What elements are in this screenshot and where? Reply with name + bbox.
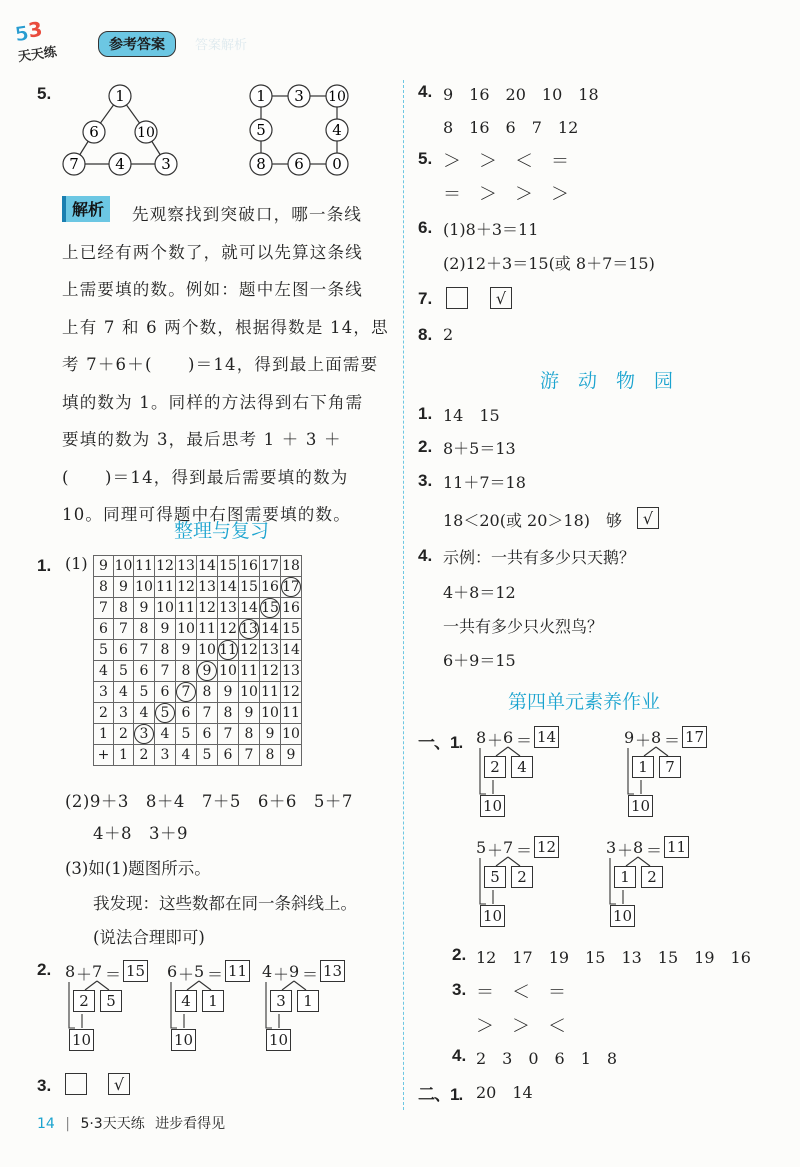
grid-cell: 13	[176, 556, 197, 577]
r-q7-tick-box: √	[490, 287, 512, 309]
grid-cell: 10	[176, 619, 197, 640]
grid-cell: 9	[281, 745, 302, 766]
addend-b: 8	[651, 728, 662, 747]
grid-cell-circled: 5	[155, 703, 175, 723]
grid-cell: 11	[197, 619, 218, 640]
grid-cell: 1	[94, 724, 114, 745]
grid-cell: 11	[134, 556, 155, 577]
z3-number: 3.	[418, 471, 433, 490]
grid-cell: 11	[176, 598, 197, 619]
r-q4-row2: 8 16 6 7 12	[443, 118, 579, 137]
grid-cell: 6	[114, 640, 134, 661]
split-box-1: 2	[484, 756, 506, 778]
analysis-line: 10。同理可得题中右图需要填的数。	[62, 505, 351, 524]
sq-top-right: 10	[328, 89, 346, 105]
grid-cell: 17	[260, 556, 281, 577]
grid-cell: 14	[260, 619, 281, 640]
q1-number: 1.	[37, 556, 52, 575]
grid-cell: 13	[218, 598, 239, 619]
svg-text:5: 5	[13, 20, 31, 47]
grid-cell: 2	[134, 745, 155, 766]
grid-cell: 14	[197, 556, 218, 577]
split-box-2: 2	[511, 866, 533, 888]
z4-line4: 6＋9＝15	[443, 651, 516, 670]
grid-cell: 4	[155, 724, 176, 745]
grid-cell: 4	[114, 682, 134, 703]
grid-cell: +	[94, 745, 114, 766]
grid-row	[94, 703, 302, 724]
split-box-2: 2	[641, 866, 663, 888]
addend-b: 9	[289, 962, 300, 981]
r-q8-answer: 2	[443, 325, 454, 344]
grid-row	[94, 661, 302, 682]
r-q5-row1: ＞ ＞ ＜ ＝	[443, 151, 569, 172]
sum-box: 12	[534, 836, 559, 858]
grid-cell: 8	[260, 745, 281, 766]
grid-cell: 10	[260, 703, 281, 724]
z4-line2: 4＋8＝12	[443, 583, 516, 602]
equals-sign: ＝	[207, 965, 224, 984]
grid-cell: 9	[218, 682, 239, 703]
grid-cell-circled: 17	[282, 579, 300, 595]
make-ten-diagram	[476, 728, 596, 828]
grid-cell: 15	[218, 556, 239, 577]
grid-cell: 9	[239, 703, 260, 724]
section-title-review: 整理与复习	[174, 520, 270, 542]
tri-bottom-right: 3	[161, 155, 171, 173]
addend-b: 8	[633, 838, 644, 857]
grid-cell: 4	[94, 661, 114, 682]
r-q7-empty-box	[446, 287, 468, 309]
grid-cell: 12	[260, 661, 281, 682]
addition-grid	[93, 555, 302, 766]
grid-cell: 3	[155, 745, 176, 766]
grid-row	[94, 682, 302, 703]
grid-cell: 6	[218, 745, 239, 766]
grid-cell: 5	[94, 640, 114, 661]
z3-answer: 11＋7＝18	[443, 473, 526, 492]
section-title-unit4: 第四单元素养作业	[508, 691, 661, 713]
r-q7-number: 7.	[418, 289, 433, 308]
analysis-line: 考 7＋6＋( )＝14，得到最上面需要	[62, 355, 379, 374]
grid-cell: 9	[260, 724, 281, 745]
z1-answer: 14 15	[443, 406, 500, 425]
grid-cell: 15	[281, 619, 302, 640]
grid-cell: 5	[134, 682, 155, 703]
q1-note: (说法合理即可)	[93, 928, 205, 947]
grid-cell: 9	[94, 556, 114, 577]
plus-sign: ＋	[273, 965, 290, 984]
sq-top-mid: 3	[294, 87, 304, 105]
sum-box: 14	[534, 726, 559, 748]
addend-a: 4	[262, 962, 273, 981]
s5-answer: 20 14	[476, 1083, 533, 1102]
grid-cell-circled: 13	[240, 621, 258, 637]
svg-text:天天练: 天天练	[17, 44, 58, 66]
addend-a: 5	[476, 838, 487, 857]
addend-a: 8	[476, 728, 487, 747]
grid-cell	[218, 640, 239, 661]
addend-b: 7	[92, 962, 103, 981]
plus-sign: ＋	[617, 841, 634, 860]
z4-line3: 一共有多少只火烈鸟？	[443, 617, 604, 636]
analysis-line: 上有 7 和 6 两个数，根据得数是 14，思	[62, 317, 389, 337]
r-q6-row1: (1)8＋3＝11	[443, 220, 539, 239]
r-q5-number: 5.	[418, 149, 433, 168]
sq-mid-right: 4	[332, 121, 342, 139]
addend-a: 9	[624, 728, 635, 747]
sq-bottom-right: 0	[332, 155, 342, 173]
grid-cell: 2	[114, 724, 134, 745]
answer-tag: 参考答案	[98, 31, 176, 57]
r-q8-number: 8.	[418, 325, 433, 344]
q1-finding: 我发现：这些数都在同一条斜线上。	[93, 894, 357, 913]
grid-cell: 12	[197, 598, 218, 619]
q3-number: 3.	[37, 1076, 52, 1095]
s2-number: 2.	[452, 945, 467, 964]
ten-box: 10	[628, 795, 653, 817]
q1-part2a: (2)9＋3 8＋4 7＋5 6＋6 5＋7	[65, 792, 353, 811]
make-ten-diagram	[262, 962, 382, 1062]
equals-sign: ＝	[646, 841, 663, 860]
addend-b: 7	[503, 838, 514, 857]
grid-cell	[239, 619, 260, 640]
plus-sign: ＋	[487, 731, 504, 750]
grid-row	[94, 619, 302, 640]
grid-cell: 12	[155, 556, 176, 577]
ten-box: 10	[266, 1029, 291, 1051]
grid-cell: 10	[281, 724, 302, 745]
q3-empty-box	[65, 1073, 87, 1095]
plus-sign: ＋	[635, 731, 652, 750]
grid-cell: 10	[155, 598, 176, 619]
plus-sign: ＋	[178, 965, 195, 984]
s3-number: 3.	[452, 980, 467, 999]
equals-sign: ＝	[105, 965, 122, 984]
grid-cell: 14	[239, 598, 260, 619]
z4-number: 4.	[418, 546, 433, 565]
sum-box: 13	[320, 960, 345, 982]
split-box-1: 4	[175, 990, 197, 1012]
make-ten-diagram	[606, 838, 726, 938]
grid-row	[94, 598, 302, 619]
equals-sign: ＝	[516, 731, 533, 750]
split-box-1: 1	[632, 756, 654, 778]
grid-cell: 7	[114, 619, 134, 640]
grid-cell-circled: 15	[261, 600, 279, 616]
grid-cell	[176, 682, 197, 703]
grid-cell	[260, 598, 281, 619]
s4-answer: 2 3 0 6 1 8	[476, 1049, 618, 1068]
q1-part3: (3)如(1)题图所示。	[65, 859, 211, 878]
s2-answer: 12 17 19 15 13 15 19 16	[476, 948, 751, 967]
grid-cell: 7	[155, 661, 176, 682]
grid-cell: 9	[176, 640, 197, 661]
grid-cell: 7	[94, 598, 114, 619]
addend-a: 6	[167, 962, 178, 981]
grid-cell: 10	[239, 682, 260, 703]
analysis-line: 上需要填的数。例如：题中左图一条线	[62, 280, 363, 299]
grid-cell: 12	[176, 577, 197, 598]
footer	[37, 1113, 225, 1133]
grid-cell: 8	[197, 682, 218, 703]
svg-text:3: 3	[26, 16, 44, 43]
grid-cell: 2	[94, 703, 114, 724]
grid-cell: 10	[114, 556, 134, 577]
addend-b: 5	[194, 962, 205, 981]
grid-cell: 5	[114, 661, 134, 682]
split-box-1: 5	[484, 866, 506, 888]
sum-box: 11	[664, 836, 689, 858]
sq-mid-left: 5	[256, 121, 266, 139]
analysis-line: 填的数为 1。同样的方法得到右下角需	[62, 392, 364, 412]
grid-cell: 8	[155, 640, 176, 661]
ten-box: 10	[480, 905, 505, 927]
grid-cell: 11	[260, 682, 281, 703]
grid-cell: 16	[239, 556, 260, 577]
q1-part2b: 4＋8 3＋9	[93, 824, 188, 843]
column-divider	[403, 80, 404, 1110]
split-box-2: 4	[511, 756, 533, 778]
make-ten-diagram	[476, 838, 596, 938]
split-box-1: 1	[614, 866, 636, 888]
q2-number: 2.	[37, 960, 52, 979]
q1-part1: (1)	[65, 554, 88, 573]
grid-cell: 6	[94, 619, 114, 640]
grid-cell: 7	[239, 745, 260, 766]
grid-cell: 10	[197, 640, 218, 661]
grid-row	[94, 556, 302, 577]
sum-box: 17	[682, 726, 707, 748]
grid-cell: 7	[197, 703, 218, 724]
s3-row2: ＞ ＞ ＜	[476, 1016, 566, 1037]
square-diagram	[246, 82, 366, 178]
q5-number: 5.	[37, 84, 52, 103]
grid-cell: 13	[197, 577, 218, 598]
grid-cell: 9	[114, 577, 134, 598]
ten-box: 10	[69, 1029, 94, 1051]
analysis-text	[62, 196, 392, 534]
r-q6-row2: (2)12＋3＝15(或 8＋7＝15)	[443, 254, 655, 273]
sq-top-left: 1	[256, 87, 266, 105]
grid-cell: 8	[94, 577, 114, 598]
analysis-line: 上已经有两个数了，就可以先算这条线	[62, 242, 363, 262]
page-number: 14	[37, 1116, 55, 1132]
grid-row	[94, 745, 302, 766]
grid-cell: 9	[134, 598, 155, 619]
grid-cell: 8	[239, 724, 260, 745]
tri-mid-left: 6	[89, 123, 99, 141]
s1-label: 一、1.	[418, 733, 463, 752]
grid-cell: 8	[176, 661, 197, 682]
grid-cell: 8	[218, 703, 239, 724]
sum-box: 11	[225, 960, 250, 982]
grid-row	[94, 724, 302, 745]
addend-a: 3	[606, 838, 617, 857]
tri-top: 1	[115, 87, 125, 105]
grid-cell: 11	[239, 661, 260, 682]
tri-mid-right: 10	[137, 125, 155, 141]
tri-bottom-mid: 4	[115, 155, 125, 173]
split-box-2: 1	[297, 990, 319, 1012]
grid-cell	[197, 661, 218, 682]
grid-cell: 6	[197, 724, 218, 745]
grid-cell: 14	[281, 640, 302, 661]
footer-book: 5·3天天练	[80, 1116, 145, 1132]
split-box-2: 7	[659, 756, 681, 778]
grid-cell: 13	[260, 640, 281, 661]
sq-bottom-left: 8	[256, 155, 266, 173]
split-box-2: 1	[202, 990, 224, 1012]
z4-line1: 示例：一共有多少只天鹅？	[443, 548, 636, 567]
grid-cell	[281, 577, 302, 598]
s3-row1: ＝ ＜ ＝	[476, 982, 566, 1003]
analysis-line: ( )＝14，得到最后需要填的数为	[62, 467, 349, 487]
equals-sign: ＝	[664, 731, 681, 750]
grid-cell: 12	[239, 640, 260, 661]
grid-cell: 6	[155, 682, 176, 703]
equals-sign: ＝	[516, 841, 533, 860]
s4-number: 4.	[452, 1046, 467, 1065]
grid-cell-circled: 7	[176, 682, 196, 702]
grid-cell: 12	[218, 619, 239, 640]
q3-tick-box: √	[108, 1073, 130, 1095]
addend-a: 8	[65, 962, 76, 981]
watermark: 答案解析	[195, 38, 248, 53]
z3-tick-box: √	[637, 507, 659, 529]
grid-cell: 11	[155, 577, 176, 598]
grid-cell: 1	[114, 745, 134, 766]
r-q4-row1: 9 16 20 10 18	[443, 85, 599, 104]
tri-bottom-left: 7	[69, 155, 79, 173]
r-q4-number: 4.	[418, 82, 433, 101]
grid-cell: 3	[94, 682, 114, 703]
triangle-diagram	[58, 82, 188, 178]
grid-cell: 3	[114, 703, 134, 724]
section-title-zoo: 游 动 物 园	[540, 370, 674, 392]
grid-cell	[134, 724, 155, 745]
logo-53	[10, 16, 72, 66]
z2-number: 2.	[418, 437, 433, 456]
grid-cell: 5	[197, 745, 218, 766]
split-box-2: 5	[100, 990, 122, 1012]
grid-cell-circled: 11	[219, 642, 237, 658]
grid-cell: 14	[218, 577, 239, 598]
grid-cell: 18	[281, 556, 302, 577]
grid-cell: 10	[134, 577, 155, 598]
grid-cell: 8	[114, 598, 134, 619]
equals-sign: ＝	[302, 965, 319, 984]
z2-answer: 8＋5＝13	[443, 439, 516, 458]
grid-cell	[155, 703, 176, 724]
grid-cell-circled: 9	[197, 661, 217, 681]
grid-cell: 16	[260, 577, 281, 598]
grid-cell: 5	[176, 724, 197, 745]
grid-cell: 12	[281, 682, 302, 703]
r-q6-number: 6.	[418, 218, 433, 237]
grid-cell: 4	[134, 703, 155, 724]
analysis-line: 要填的数为 3，最后思考 1 ＋ 3 ＋	[62, 430, 342, 449]
make-ten-diagram	[624, 728, 744, 828]
grid-cell: 4	[176, 745, 197, 766]
grid-cell: 13	[281, 661, 302, 682]
grid-cell: 7	[218, 724, 239, 745]
z3-answer2: 18＜20(或 20＞18) 够	[443, 511, 623, 530]
sum-box: 15	[123, 960, 148, 982]
grid-cell: 8	[134, 619, 155, 640]
ten-box: 10	[480, 795, 505, 817]
grid-cell: 11	[281, 703, 302, 724]
grid-row	[94, 640, 302, 661]
plus-sign: ＋	[487, 841, 504, 860]
grid-cell: 15	[239, 577, 260, 598]
footer-slogan: 进步看得见	[155, 1116, 226, 1132]
sq-bottom-mid: 6	[294, 155, 304, 173]
header	[10, 16, 310, 66]
analysis-tag: 解析	[62, 196, 110, 222]
ten-box: 10	[171, 1029, 196, 1051]
s5-label: 二、1.	[418, 1085, 463, 1104]
ten-box: 10	[610, 905, 635, 927]
split-box-1: 2	[73, 990, 95, 1012]
grid-cell: 6	[176, 703, 197, 724]
z1-number: 1.	[418, 404, 433, 423]
split-box-1: 3	[270, 990, 292, 1012]
grid-cell: 10	[218, 661, 239, 682]
grid-cell: 9	[155, 619, 176, 640]
r-q5-row2: ＝ ＞ ＞ ＞	[443, 184, 569, 205]
grid-cell: 16	[281, 598, 302, 619]
grid-cell: 7	[134, 640, 155, 661]
footer-sep: |	[65, 1116, 70, 1132]
grid-cell-circled: 3	[134, 724, 154, 744]
addend-b: 6	[503, 728, 514, 747]
grid-cell: 6	[134, 661, 155, 682]
analysis-line: 先观察找到突破口，哪一条线	[132, 205, 363, 224]
grid-row	[94, 577, 302, 598]
plus-sign: ＋	[76, 965, 93, 984]
